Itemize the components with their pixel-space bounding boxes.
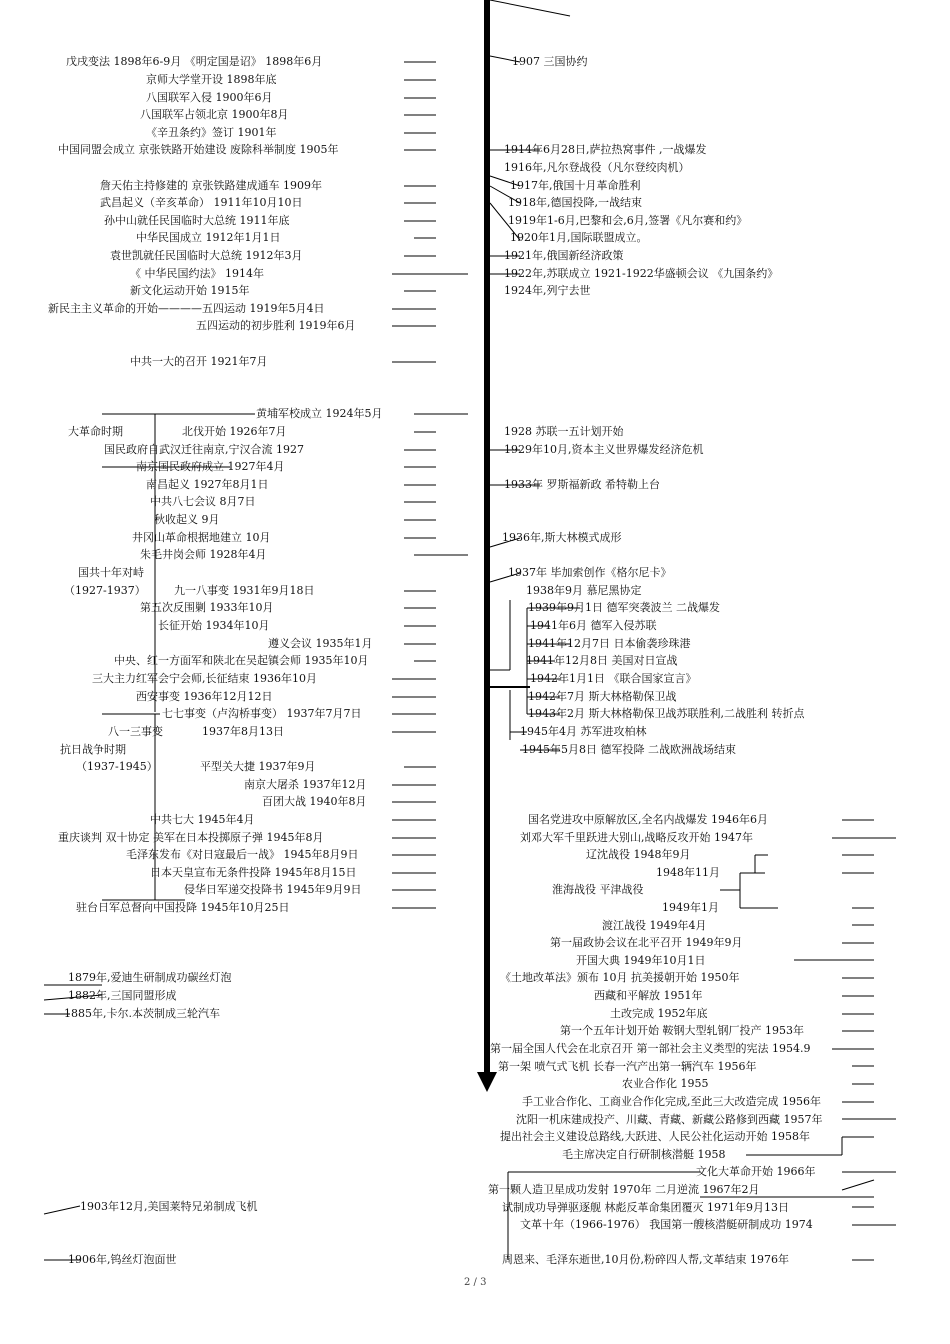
right-entry: 第一个五年计划开始 鞍钢大型轧钢厂投产 1953年 <box>560 1024 804 1037</box>
left-entry: 毛泽东发布《对日寇最后一战》 1945年8月9日 <box>126 848 359 861</box>
right-entry: 1942年7月 斯大林格勒保卫战 <box>528 690 677 703</box>
right-entry: 周恩来、毛泽东逝世,10月份,粉碎四人帮,文革结束 1976年 <box>502 1253 789 1266</box>
left-entry: 中央、红一方面军和陕北在吴起镇会师 1935年10月 <box>114 654 369 667</box>
right-entry: 毛主席决定自行研制核潜艇 1958 <box>562 1148 726 1161</box>
page-number: 2 / 3 <box>464 1277 487 1288</box>
right-entry: 辽沈战役 1948年9月 <box>586 848 691 861</box>
left-entry: 1903年12月,美国莱特兄弟制成飞机 <box>80 1200 258 1213</box>
left-entry: 平型关大捷 1937年9月 <box>200 760 316 773</box>
right-entry: 1921年,俄国新经济政策 <box>504 249 624 262</box>
right-entry: 西藏和平解放 1951年 <box>594 989 703 1002</box>
left-entry: 新文化运动开始 1915年 <box>130 284 250 297</box>
right-entry: 手工业合作化、工商业合作化完成,至此三大改造完成 1956年 <box>522 1095 821 1108</box>
left-entry: 《辛丑条约》签订 1901年 <box>146 126 277 139</box>
right-entry: 1916年,凡尔登战役（凡尔登绞肉机） <box>504 161 690 174</box>
period-label: 抗日战争时期 <box>60 743 126 756</box>
right-entry: 1943年2月 斯大林格勒保卫战苏联胜利,二战胜利 转折点 <box>528 707 805 720</box>
left-entry: 京师大学堂开设 1898年底 <box>146 73 277 86</box>
right-entry: 第一届政协会议在北平召开 1949年9月 <box>550 936 743 949</box>
left-entry: 袁世凯就任民国临时大总统 1912年3月 <box>110 249 303 262</box>
top-slant-line <box>490 0 570 16</box>
right-entry: 1907 三国协约 <box>512 55 588 68</box>
right-entry: 1918年,德国投降,一战结束 <box>508 196 642 209</box>
left-entry: 南京国民政府成立 1927年4月 <box>136 460 285 473</box>
left-entry: 中国同盟会成立 京张铁路开始建设 废除科举制度 1905年 <box>58 143 339 156</box>
left-entry: 北伐开始 1926年7月 <box>182 425 287 438</box>
left-entry: 百团大战 1940年8月 <box>262 795 367 808</box>
left-entry: 八国联军入侵 1900年6月 <box>146 91 273 104</box>
left-entry: 重庆谈判 双十协定 美军在日本投掷原子弹 1945年8月 <box>58 831 324 844</box>
right-entry: 1920年1月,国际联盟成立。 <box>510 231 648 244</box>
right-entry: 1948年11月 <box>656 866 720 879</box>
left-entry: 三大主力红军会宁会师,长征结束 1936年10月 <box>92 672 317 685</box>
right-entry: 农业合作化 1955 <box>622 1077 709 1090</box>
right-entry: 渡江战役 1949年4月 <box>602 919 707 932</box>
period-years: （1937-1945） <box>76 760 158 773</box>
left-entry: 五四运动的初步胜利 1919年6月 <box>196 319 356 332</box>
right-entry: 第一架 喷气式飞机 长春一汽产出第一辆汽车 1956年 <box>498 1060 757 1073</box>
right-entry: 1936年,斯大林模式成形 <box>502 531 622 544</box>
left-entry: 第五次反围剿 1933年10月 <box>140 601 274 614</box>
left-entry: 中华民国成立 1912年1月1日 <box>136 231 281 244</box>
right-entry: 刘邓大军千里跃进大别山,战略反攻开始 1947年 <box>520 831 753 844</box>
left-entry: 1885年,卡尔.本茨制成三轮汽车 <box>64 1007 220 1020</box>
right-entry: 1949年1月 <box>662 901 719 914</box>
left-entry: 1937年8月13日 <box>202 725 284 738</box>
right-entry: 1945年5月8日 德军投降 二战欧洲战场结束 <box>522 743 736 756</box>
left-entry: 驻台日军总督向中国投降 1945年10月25日 <box>76 901 290 914</box>
right-entry: 1945年4月 苏军进攻柏林 <box>520 725 647 738</box>
right-entry: 1941年12月8日 美国对日宣战 <box>526 654 678 667</box>
left-entry: 井冈山革命根据地建立 10月 <box>132 531 271 544</box>
left-entry: 南京大屠杀 1937年12月 <box>244 778 367 791</box>
right-entry: 淮海战役 平津战役 <box>552 883 644 896</box>
left-entry: 八一三事变 <box>108 725 163 738</box>
right-entry: 第一届全国人代会在北京召开 第一部社会主义类型的宪法 1954.9 <box>490 1042 811 1055</box>
period-years: （1927-1937） <box>64 584 146 597</box>
right-entry: 1917年,俄国十月革命胜利 <box>510 179 641 192</box>
left-entry: 1882年,三国同盟形成 <box>68 989 177 1002</box>
right-entry: 1941年12月7日 日本偷袭珍珠港 <box>528 637 691 650</box>
left-entry: 《 中华民国约法》 1914年 <box>130 267 264 280</box>
right-entry: 1938年9月 慕尼黑协定 <box>526 584 642 597</box>
right-entry: 1941年6月 德军入侵苏联 <box>530 619 657 632</box>
left-entry: 戊戌变法 1898年6-9月 《明定国是诏》 1898年6月 <box>66 55 323 68</box>
period-label: 国共十年对峙 <box>78 566 144 579</box>
left-entry: 秋收起义 9月 <box>154 513 220 526</box>
timeline-arrowhead <box>477 1072 497 1092</box>
right-entry: 试制成功导弹驱逐舰 林彪反革命集团覆灭 1971年9月13日 <box>502 1201 789 1214</box>
right-entry: 1937年 毕加索创作《格尔尼卡》 <box>508 566 672 579</box>
right-entry: 提出社会主义建设总路线,大跃进、人民公社化运动开始 1958年 <box>500 1130 810 1143</box>
left-entry: 中共七大 1945年4月 <box>150 813 255 826</box>
left-entry: 西安事变 1936年12月12日 <box>136 690 273 703</box>
left-entry: 新民主主义革命的开始————五四运动 1919年5月4日 <box>48 302 325 315</box>
left-entry: 八国联军占领北京 1900年8月 <box>140 108 289 121</box>
right-entry: 1928 苏联一五计划开始 <box>504 425 624 438</box>
left-entry: 遵义会议 1935年1月 <box>268 637 373 650</box>
right-entry: 沈阳一机床建成投产、川藏、青藏、新藏公路修到西藏 1957年 <box>516 1113 823 1126</box>
left-entry: 南昌起义 1927年8月1日 <box>146 478 269 491</box>
left-entry: 国民政府自武汉迁往南京,宁汉合流 1927 <box>104 443 304 456</box>
period-label: 大革命时期 <box>68 425 123 438</box>
right-entry: 1922年,苏联成立 1921-1922华盛顿会议 《九国条约》 <box>504 267 779 280</box>
left-entry: 中共一大的召开 1921年7月 <box>130 355 268 368</box>
left-entry: 1879年,爱迪生研制成功碳丝灯泡 <box>68 971 232 984</box>
left-entry: 日本天皇宣布无条件投降 1945年8月15日 <box>150 866 357 879</box>
left-entry: 詹天佑主持修建的 京张铁路建成通车 1909年 <box>100 179 322 192</box>
left-entry: 黄埔军校成立 1924年5月 <box>256 407 383 420</box>
left-entry: 九一八事变 1931年9月18日 <box>174 584 315 597</box>
right-entry: 1924年,列宁去世 <box>504 284 591 297</box>
left-entry: 长征开始 1934年10月 <box>158 619 270 632</box>
right-entry: 1919年1-6月,巴黎和会,6月,签署《凡尔赛和约》 <box>508 214 748 227</box>
right-entry: 土改完成 1952年底 <box>610 1007 708 1020</box>
left-entry: 七七事变（卢沟桥事变） 1937年7月7日 <box>162 707 362 720</box>
left-entry: 中共八七会议 8月7日 <box>150 495 256 508</box>
right-entry: 《土地改革法》颁布 10月 抗美援朝开始 1950年 <box>500 971 740 984</box>
right-entry: 1914年6月28日,萨拉热窝事件 ,一战爆发 <box>504 143 707 156</box>
right-entry: 开国大典 1949年10月1日 <box>576 954 706 967</box>
right-entry: 1942年1月1日 《联合国家宣言》 <box>530 672 697 685</box>
left-entry: 武昌起义（辛亥革命） 1911年10月10日 <box>100 196 303 209</box>
left-entry: 1906年,钨丝灯泡面世 <box>68 1253 177 1266</box>
left-entry: 侵华日军递交投降书 1945年9月9日 <box>184 883 362 896</box>
right-entry: 第一颗人造卫星成功发射 1970年 二月逆流 1967年2月 <box>488 1183 760 1196</box>
right-entry: 文化大革命开始 1966年 <box>696 1165 816 1178</box>
right-entry: 1929年10月,资本主义世界爆发经济危机 <box>504 443 704 456</box>
right-entry: 1933年 罗斯福新政 希特勒上台 <box>504 478 660 491</box>
right-entry: 文革十年（1966-1976） 我国第一艘核潜艇研制成功 1974 <box>520 1218 813 1231</box>
left-entry: 孙中山就任民国临时大总统 1911年底 <box>104 214 290 227</box>
left-entry: 朱毛井岗会师 1928年4月 <box>140 548 267 561</box>
right-entry: 1939年9月1日 德军突袭波兰 二战爆发 <box>528 601 720 614</box>
right-entry: 国名党进攻中原解放区,全名内战爆发 1946年6月 <box>528 813 768 826</box>
